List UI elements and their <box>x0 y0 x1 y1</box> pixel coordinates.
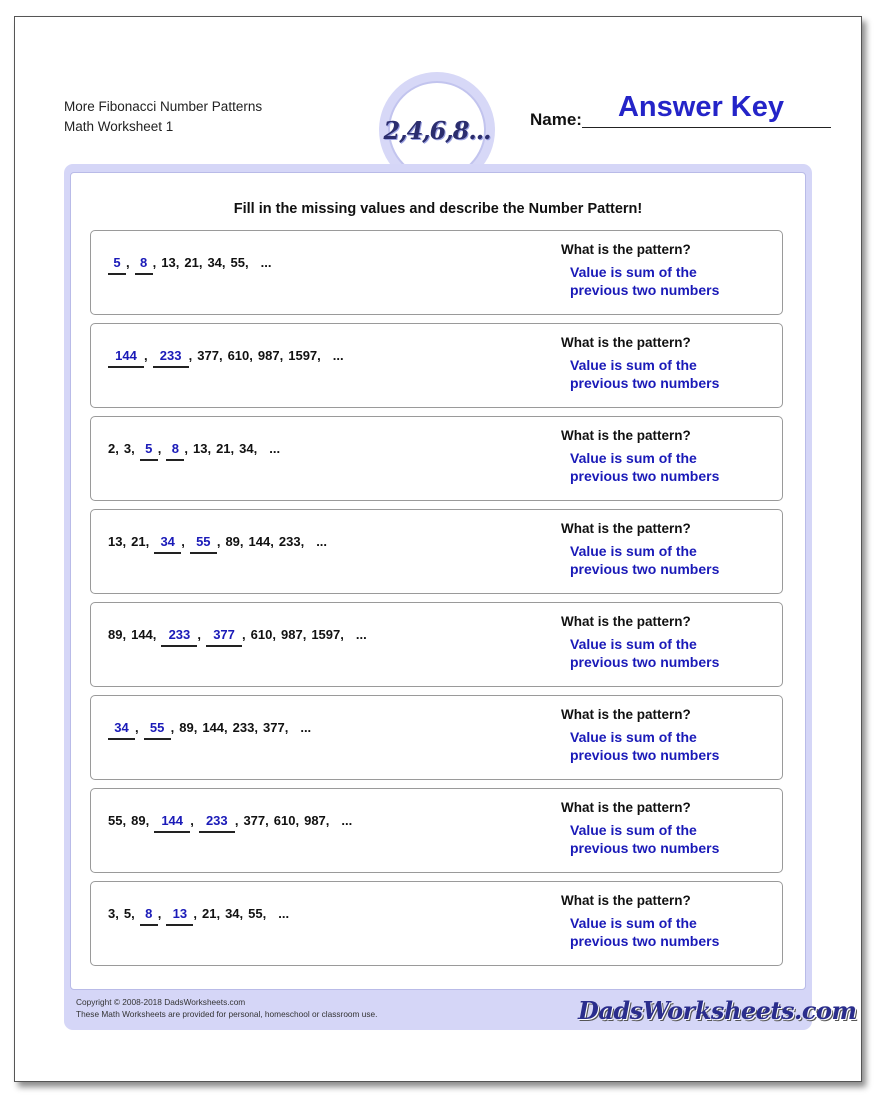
sequence-number: 55 <box>108 813 123 828</box>
pattern-answer-line-1: Value is sum of the <box>570 915 697 931</box>
answer-blank[interactable]: 55 <box>190 534 217 554</box>
pattern-answer <box>570 263 719 299</box>
pattern-question: What is the pattern? <box>561 614 691 629</box>
problem-box <box>90 881 783 966</box>
answer-blank[interactable]: 5 <box>108 255 126 275</box>
sequence-number: 144 <box>202 720 225 735</box>
pattern-answer-line-2: previous two numbers <box>570 840 720 856</box>
number-sequence: 144 , 233 , 377, 610, 987, 1597, ... <box>108 348 349 368</box>
sequence-number: ... <box>300 720 312 735</box>
sequence-number: 3 <box>123 441 132 456</box>
sequence-number: 89 <box>225 534 240 549</box>
sequence-number: 89 <box>179 720 194 735</box>
medal-text: 2,4,6,8... <box>383 115 491 145</box>
answer-blank[interactable]: 8 <box>140 906 158 926</box>
number-sequence: 55, 89, 144 , 233 , 377, 610, 987, ... <box>108 813 357 833</box>
problem-box <box>90 509 783 594</box>
number-sequence: 3, 5, 8 , 13 , 21, 34, 55, ... <box>108 906 294 926</box>
pattern-answer <box>570 728 719 764</box>
sequence-number: 89 <box>108 627 123 642</box>
sequence-number: ... <box>332 348 344 363</box>
number-sequence: 34 , 55 , 89, 144, 233, 377, ... <box>108 720 316 740</box>
number-sequence: 2, 3, 5 , 8 , 13, 21, 34, ... <box>108 441 285 461</box>
usage-line: These Math Worksheets are provided for personal, homeschool or classroom use. <box>76 1009 378 1019</box>
answer-blank[interactable]: 55 <box>144 720 171 740</box>
title-line-1: More Fibonacci Number Patterns <box>64 99 263 114</box>
sequence-number: 610 <box>250 627 273 642</box>
pattern-answer-line-2: previous two numbers <box>570 561 720 577</box>
sequence-number: 21 <box>216 441 231 456</box>
copyright <box>76 996 377 1020</box>
answer-blank[interactable]: 34 <box>108 720 135 740</box>
answer-blank[interactable]: 233 <box>153 348 189 368</box>
sequence-number: 610 <box>227 348 250 363</box>
pattern-answer <box>570 821 719 857</box>
answer-blank[interactable]: 5 <box>140 441 158 461</box>
answer-blank[interactable]: 13 <box>166 906 193 926</box>
pattern-answer-line-2: previous two numbers <box>570 747 720 763</box>
pattern-answer-line-1: Value is sum of the <box>570 636 697 652</box>
sequence-number: 2 <box>108 441 116 456</box>
pattern-answer <box>570 449 719 485</box>
sequence-number: 3 <box>108 906 116 921</box>
sequence-number: ... <box>269 441 281 456</box>
sequence-number: 55 <box>230 255 245 270</box>
instructions: Fill in the missing values and describe the Number Pattern! <box>233 201 643 217</box>
pattern-answer-line-2: previous two numbers <box>570 654 720 670</box>
pattern-answer-line-1: Value is sum of the <box>570 543 697 559</box>
worksheet-frame <box>64 164 857 1030</box>
pattern-question: What is the pattern? <box>561 242 691 257</box>
sequence-number: ... <box>316 534 328 549</box>
sequence-number: 987 <box>304 813 326 828</box>
problem-box <box>90 695 783 780</box>
dadsworksheets-logo: DadsWorksheets.com <box>578 996 857 1025</box>
sequence-number: 377 <box>243 813 266 828</box>
number-sequence: 5 , 8 , 13, 21, 34, 55, ... <box>108 255 276 275</box>
sequence-number: 377 <box>263 720 285 735</box>
worksheet-body <box>70 172 806 990</box>
sequence-number: 610 <box>273 813 296 828</box>
pattern-answer-line-1: Value is sum of the <box>570 450 697 466</box>
answer-blank[interactable]: 233 <box>199 813 235 833</box>
pattern-question: What is the pattern? <box>561 893 691 908</box>
answer-blank[interactable]: 377 <box>206 627 242 647</box>
pattern-answer-line-2: previous two numbers <box>570 282 720 298</box>
sequence-number: 144 <box>131 627 153 642</box>
pattern-answer <box>570 542 719 578</box>
pattern-answer-line-1: Value is sum of the <box>570 264 697 280</box>
sequence-number: 13 <box>108 534 123 549</box>
sequence-number: 34 <box>239 441 254 456</box>
problem-box <box>90 416 783 501</box>
sequence-number: 34 <box>225 906 240 921</box>
copyright-line: Copyright © 2008-2018 DadsWorksheets.com <box>76 997 246 1007</box>
title-line-2: Math Worksheet 1 <box>64 119 174 134</box>
answer-blank[interactable]: 144 <box>154 813 190 833</box>
sequence-number: ... <box>341 813 353 828</box>
sequence-number: 55 <box>248 906 263 921</box>
sequence-number: 233 <box>278 534 301 549</box>
pattern-question: What is the pattern? <box>561 800 691 815</box>
sequence-number: 987 <box>281 627 303 642</box>
sequence-number: 987 <box>257 348 280 363</box>
answer-blank[interactable]: 34 <box>154 534 181 554</box>
number-sequence: 89, 144, 233 , 377 , 610, 987, 1597, ... <box>108 627 372 647</box>
sequence-number: 13 <box>192 441 208 456</box>
worksheet-title <box>64 97 262 137</box>
pattern-answer <box>570 635 719 671</box>
pattern-answer <box>570 356 719 392</box>
sequence-number: 13 <box>161 255 176 270</box>
problem-box <box>90 230 783 315</box>
pattern-answer-line-2: previous two numbers <box>570 375 720 391</box>
pattern-question: What is the pattern? <box>561 707 691 722</box>
number-sequence: 13, 21, 34 , 55 , 89, 144, 233, ... <box>108 534 332 554</box>
sequence-number: 34 <box>207 255 222 270</box>
problem-box <box>90 323 783 408</box>
sequence-number: ... <box>278 906 290 921</box>
pattern-question: What is the pattern? <box>561 335 691 350</box>
problem-box <box>90 788 783 873</box>
answer-blank[interactable]: 8 <box>135 255 153 275</box>
answer-key-text: Answer Key <box>617 91 784 123</box>
pattern-question: What is the pattern? <box>561 521 691 536</box>
sequence-number: 21 <box>201 906 217 921</box>
pattern-answer-line-1: Value is sum of the <box>570 357 697 373</box>
answer-blank[interactable]: 144 <box>108 348 144 368</box>
sequence-number: ... <box>260 255 272 270</box>
sequence-number: 233 <box>232 720 255 735</box>
pattern-answer-line-1: Value is sum of the <box>570 729 697 745</box>
sequence-number: ... <box>355 627 367 642</box>
sequence-number: 89 <box>131 813 146 828</box>
sequence-number: 1597 <box>311 627 341 642</box>
answer-blank[interactable]: 233 <box>161 627 197 647</box>
pattern-answer-line-1: Value is sum of the <box>570 822 697 838</box>
sequence-number: 21 <box>184 255 199 270</box>
pattern-answer-line-2: previous two numbers <box>570 933 720 949</box>
name-label: Name: <box>530 110 582 129</box>
sequence-number: 377 <box>197 348 219 363</box>
sequence-number: 5 <box>123 906 132 921</box>
answer-blank[interactable]: 8 <box>166 441 184 461</box>
sequence-number: 1597 <box>288 348 318 363</box>
pattern-answer-line-2: previous two numbers <box>570 468 720 484</box>
sequence-number: 21 <box>131 534 146 549</box>
pattern-question: What is the pattern? <box>561 428 691 443</box>
sequence-number: 144 <box>248 534 271 549</box>
name-line <box>582 127 831 128</box>
pattern-answer <box>570 914 719 950</box>
problem-box <box>90 602 783 687</box>
